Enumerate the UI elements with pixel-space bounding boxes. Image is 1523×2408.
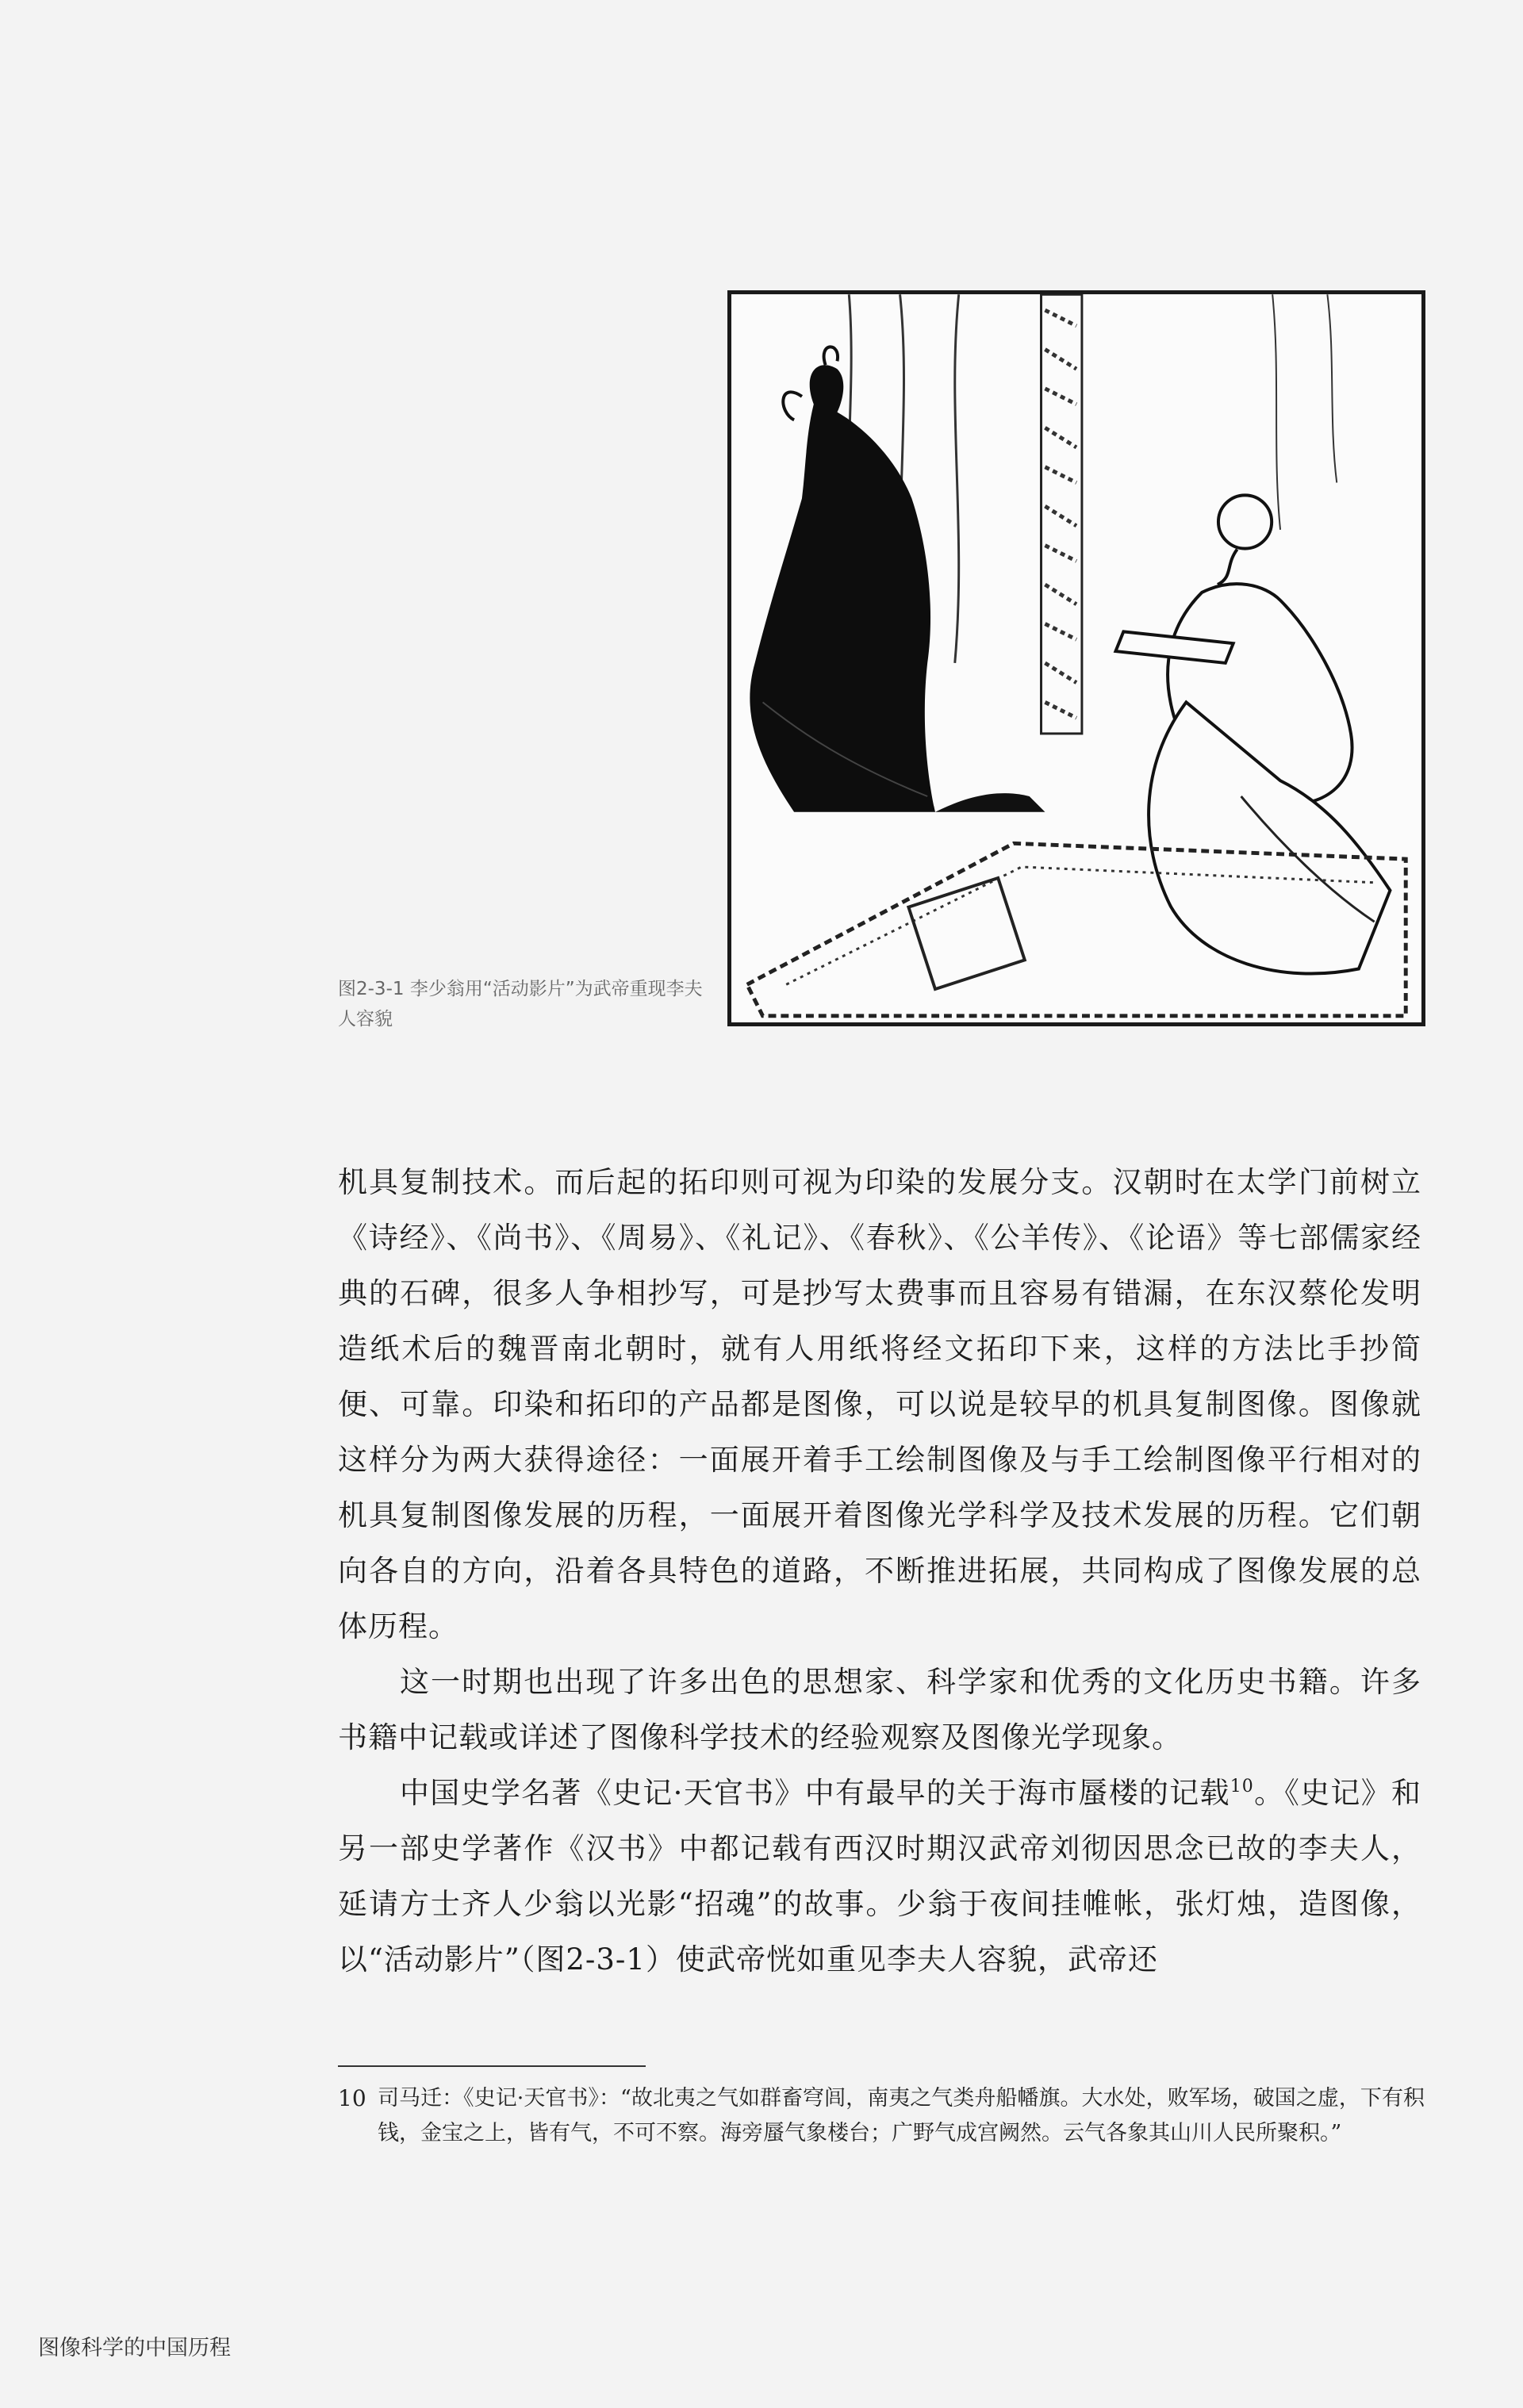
figure-illustration xyxy=(727,290,1425,1026)
footnote-reference[interactable]: 10 xyxy=(1230,1777,1254,1796)
figure-caption-label: 图2-3-1 xyxy=(338,979,405,999)
running-footer-book-title: 图像科学的中国历程 xyxy=(38,2336,231,2360)
woodcut-illustration xyxy=(731,294,1421,1022)
paragraph-1: 机具复制技术。而后起的拓印则可视为印染的发展分支。汉朝时在太学门前树立《诗经》、《尚书》、《周易》、《礼记》、《春秋》、《公羊传》、《论语》等七部儒家经典的石碑，很多人争相抄写，可是抄写太费事而且容易有错漏，在东汉蔡伦发明造纸术后的魏晋南北朝时，就有人用纸将经文拓印下来，这样的方法比手抄简便、可靠。印染和拓印的产品都是图像，可以说是较早的机具复制图像。图像就这样分为两大获得途径：一面展开着手工绘制图像及与手工绘制图像平行相对的机具复制图像发展的历程，一面展开着图像光学科学及技术发展的历程。它们朝向各自的方向，沿着各具特色的道路，不断推进拓展，共同构成了图像发展的总体历程。 xyxy=(338,1165,1421,1643)
paragraph-2: 这一时期也出现了许多出色的思想家、科学家和优秀的文化历史书籍。许多书籍中记载或详述了图像科学技术的经验观察及图像光学现象。 xyxy=(338,1665,1421,1754)
footnote-number: 10 xyxy=(338,2085,366,2111)
figure-caption xyxy=(338,974,703,1034)
footnote-divider xyxy=(338,2065,646,2067)
figure-caption-text: 李少翁用“活动影片”为武帝重现李夫人容貌 xyxy=(338,979,703,1030)
footnote-text: 司马迁：《史记·天官书》：“故北夷之气如群畜穹闾，南夷之气类舟船幡旗。大水处，败军场，破国之虚，下有积钱，金宝之上，皆有气，不可不察。海旁蜃气象楼台；广野气成宫阙然。云气各象其山川人民所聚积。” xyxy=(378,2086,1425,2145)
paragraph-3-part1: 中国史学名著《史记·天官书》中有最早的关于海市蜃楼的记载 xyxy=(400,1776,1230,1810)
main-text xyxy=(338,1155,1421,1988)
paragraph-3-part2: 。《史记》和另一部史学著作《汉书》中都记载有西汉时期汉武帝刘彻因思念已故的李夫人，延请方士齐人少翁以光影“招魂”的故事。少翁于夜间挂帷帐，张灯烛，造图像，以“活动影片”（图2-3-1）使武帝恍如重见李夫人容貌，武帝还 xyxy=(338,1776,1421,1977)
paragraph-3 xyxy=(338,1766,1421,1988)
footnote xyxy=(338,2081,1425,2151)
